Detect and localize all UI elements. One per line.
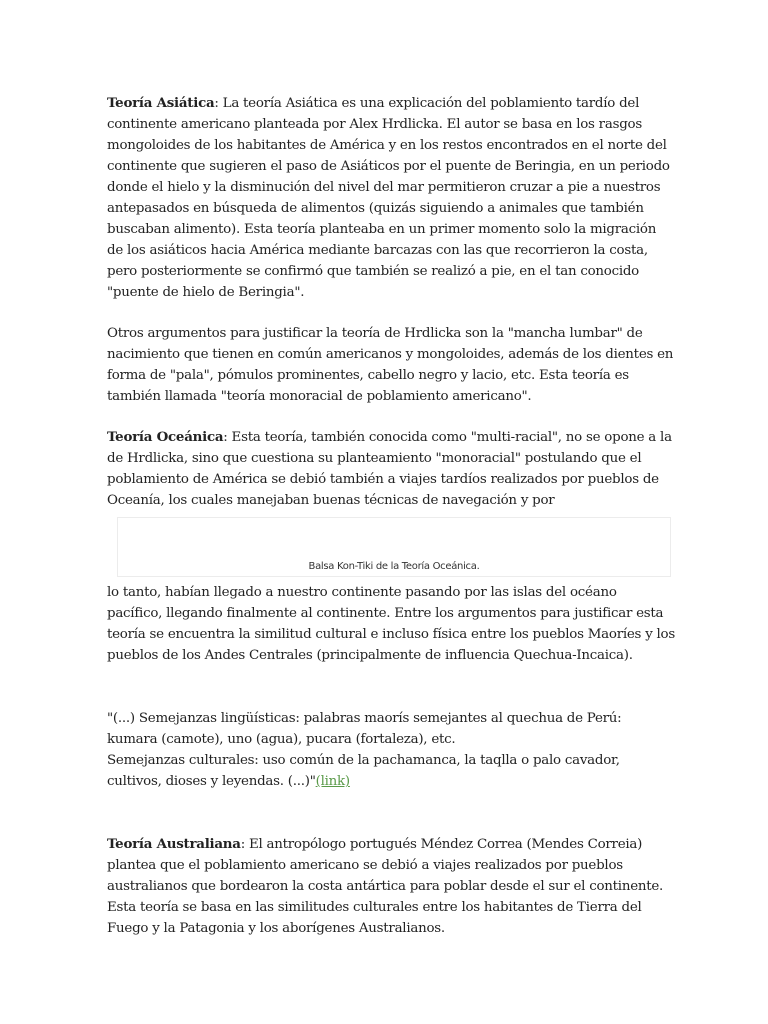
- oceanica-text-part1: : Esta teoría, también conocida como "multi-racial", no se opone a la de Hrdlicka, sino que cuestiona su planteamiento "monoracial" postulando que el poblamiento de América se debió también a viajes tardíos realizados por pueblos de Oceanía, los cuales manejaban buenas técnicas de navegación y por: [107, 430, 672, 508]
- quote-line-cultural: Semejanzas culturales: uso común de la pachamanca, la taqlla o palo cavador, cultivos, dioses y leyendas. (...)": [107, 753, 620, 789]
- heading-teoria-oceanica: Teoría Oceánica: [107, 429, 224, 445]
- quote-block: [107, 708, 675, 792]
- australiana-text: : El antropólogo portugués Méndez Correa (Mendes Correia) plantea que el poblamiento americano se debió a viajes realizados por pueblos australianos que bordearon la costa antártica para poblar desde el sur el continente. Esta teoría se basa en las similitudes culturales entre los habitantes de Tierra del Fuego y la Patagonia y los aborígenes Australianos.: [107, 837, 664, 936]
- source-link[interactable]: (link): [315, 774, 350, 789]
- heading-teoria-asiatica: Teoría Asiática: [107, 95, 215, 111]
- article-body: [107, 93, 675, 939]
- heading-teoria-australiana: Teoría Australiana: [107, 836, 241, 852]
- paragraph-asiatica: [107, 93, 675, 303]
- paragraph-asiatica-arguments: Otros argumentos para justificar la teoría de Hrdlicka son la "mancha lumbar" de nacimiento que tienen en común americanos y mongoloides, además de los dientes en forma de "pala", pómulos prominentes, cabello negro y lacio, etc. Esta teoría es también llamada "teoría monoracial de poblamiento americano".: [107, 326, 674, 404]
- paragraph-oceanica: [107, 427, 675, 511]
- quote-line-linguistic: "(...) Semejanzas lingüísticas: palabras maorís semejantes al quechua de Perú: kumara (camote), uno (agua), pucara (fortaleza), etc.: [107, 711, 622, 747]
- figure-balsa-kon-tiki: [117, 517, 671, 577]
- paragraph-oceanica-continued: lo tanto, habían llegado a nuestro continente pasando por las islas del océano pacífico, llegando finalmente al continente. Entre los argumentos para justificar esta teoría se encuentra la similitud cultural e incluso física entre los pueblos Maoríes y los pueblos de los Andes Centrales (principalmente de influencia Quechua-Incaica).: [107, 585, 675, 663]
- paragraph-australiana: [107, 834, 675, 939]
- figure-caption: Balsa Kon-Tiki de la Teoría Oceánica.: [308, 561, 480, 572]
- asiatica-text: : La teoría Asiática es una explicación del poblamiento tardío del continente americano planteada por Alex Hrdlicka. El autor se basa en los rasgos mongoloides de los habitantes de América y en los restos encontrados en el norte del continente que sugieren el paso de Asiáticos por el puente de Beringia, en un periodo donde el hielo y la disminución del nivel del mar permitieron cruzar a pie a nuestros antepasados en búsqueda de alimentos (quizás siguiendo a animales que también buscaban alimento). Esta teoría planteaba en un primer momento solo la migración de los asiáticos hacia América mediante barcazas con las que recorrieron la costa, pero posteriormente se confirmó que también se realizó a pie, en el tan conocido "puente de hielo de Beringia".: [107, 96, 670, 300]
